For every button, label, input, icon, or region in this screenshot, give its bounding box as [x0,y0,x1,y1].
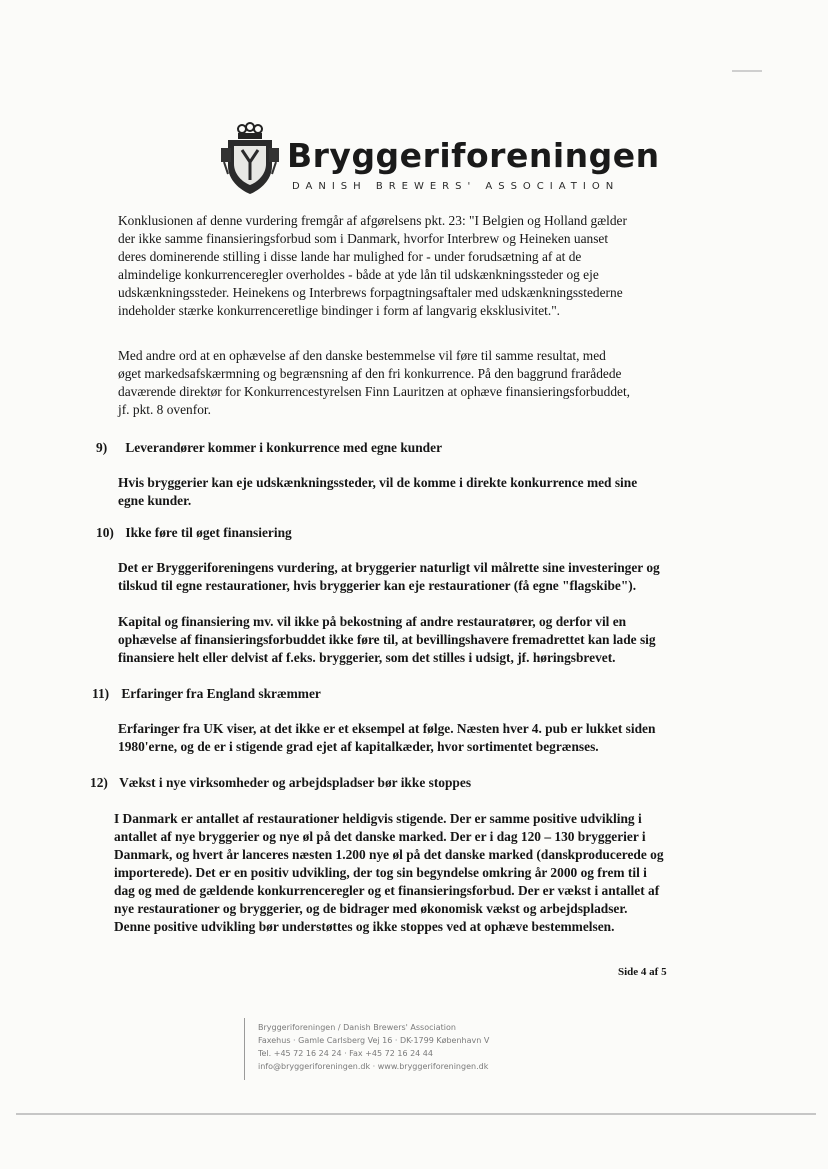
paragraph-line: daværende direktør for Konkurrencestyrelsen Finn Lauritzen at ophæve finansieringsforbuddet, [118,384,631,399]
paragraph-line: ophævelse af finansieringsforbuddet ikke føre til, at bevillingshavere fremadrettet kan lade sig [118,632,656,647]
footer-address-line: Faxehus · Gamle Carlsberg Vej 16 · DK-1799 København V [258,1036,490,1045]
footer-contact [258,1021,489,1073]
intro-line: almindelige konkurrenceregler overholdes - både at yde lån til udskænkningssteder og eje [118,267,599,282]
paragraph-line: Hvis bryggerier kan eje udskænkningssteder, vil de komme i direkte konkurrence med sine [118,475,638,490]
paragraph-line: dag og med de gældende konkurrenceregler og et finansieringsforbud. Der er vækst i antallet af [114,883,660,898]
item-number: 11) [92,686,110,701]
intro-line: Konklusionen af denne vurdering fremgår af afgørelsens pkt. 23: "I Belgien og Holland gælder [118,213,627,228]
item-number: 10) [96,525,114,540]
paragraph-line: Med andre ord at en ophævelse af den danske bestemmelse vil føre til samme resultat, med [118,348,606,363]
paragraph-line: egne kunder. [118,493,192,508]
paragraph-line: importerede). Det er en positiv udvikling, der tog sin begyndelse omkring år 2000 og frem til i [114,865,647,880]
item-10-paragraph-1 [118,559,660,595]
second-paragraph [118,347,630,419]
paragraph-line: Denne positive udvikling bør understøttes og ikke stoppes ved at ophæve bestemmelsen. [114,919,615,934]
item-9-heading [96,440,442,456]
scan-artifact-line [16,1113,816,1115]
item-title: Ikke føre til øget finansiering [125,525,292,540]
paragraph-line: tilskud til egne restaurationer, hvis bryggerier kan eje restaurationer (få egne "flagskibe"). [118,578,637,593]
footer-divider [244,1018,245,1080]
page-number: Side 4 af 5 [618,966,667,978]
item-11-paragraph [118,720,655,756]
intro-line: deres dominerende stilling i disse lande har mulighed for - under forudsætning af at de [118,249,582,264]
paragraph-line: Danmark, og hvert år lanceres næsten 1.200 nye øl på det danske marked (danskproducerede og [114,847,664,862]
paragraph-line: jf. pkt. 8 ovenfor. [118,402,211,417]
intro-paragraph [118,212,627,320]
org-name: Bryggeriforeningen [287,136,660,175]
footer-org-line: Bryggeriforeningen / Danish Brewers' Association [258,1023,456,1032]
paragraph-line: øget markedsafskærmning og begrænsning af den fri konkurrence. På den baggrund frarådede [118,366,622,381]
footer-phone-line: Tel. +45 72 16 24 24 · Fax +45 72 16 24 44 [258,1049,433,1058]
footer-web-line: info@bryggeriforeningen.dk · www.bryggeriforeningen.dk [258,1062,489,1071]
item-number: 9) [96,440,108,455]
paragraph-line: Kapital og finansiering mv. vil ikke på bekostning af andre restauratører, og derfor vil en [118,614,627,629]
intro-line: udskænkningssteder. Heinekens og Interbrews forpagtningsaftaler med udskænkningsstederne [118,285,623,300]
brewers-crest-icon [220,122,280,196]
item-number: 12) [90,775,108,790]
paragraph-line: finansiere helt eller delvist af f.eks. bryggerier, som det stilles i udsigt, jf. høringsbrevet. [118,650,616,665]
paragraph-line: I Danmark er antallet af restaurationer heldigvis stigende. Der er samme positive udvikling i [114,811,642,826]
paragraph-line: nye restaurationer og bryggerier, og de bidrager med økonomisk vækst og arbejdspladser. [114,901,628,916]
paragraph-line: antallet af nye bryggerier og nye øl på det danske marked. Der er i dag 120 – 130 bryggerier i [114,829,646,844]
item-title: Erfaringer fra England skræmmer [121,686,321,701]
item-10-heading [96,525,292,541]
scan-artifact-mark [732,70,762,72]
paragraph-line: Erfaringer fra UK viser, at det ikke er et eksempel at følge. Næsten hver 4. pub er lukket siden [118,721,656,736]
item-10-paragraph-2 [118,613,656,667]
item-9-paragraph [118,474,637,510]
item-title: Leverandører kommer i konkurrence med egne kunder [125,440,443,455]
item-12-heading [90,775,471,791]
paragraph-line: 1980'erne, og de er i stigende grad ejet af kapitalkæder, hvor sortimentet begrænses. [118,739,599,754]
item-11-heading [92,686,321,702]
intro-line: der ikke samme finansieringsforbud som i Danmark, hvorfor Interbrew og Heineken uanset [118,231,609,246]
org-tagline: DANISH BREWERS' ASSOCIATION [292,181,620,192]
item-12-paragraph [114,810,664,936]
intro-line: indeholder stærke konkurrenceretlige bindinger i form af langvarig eksklusivitet.". [118,303,561,318]
item-title: Vækst i nye virksomheder og arbejdspladser bør ikke stoppes [119,775,472,790]
paragraph-line: Det er Bryggeriforeningens vurdering, at bryggerier naturligt vil målrette sine investeringer og [118,560,660,575]
